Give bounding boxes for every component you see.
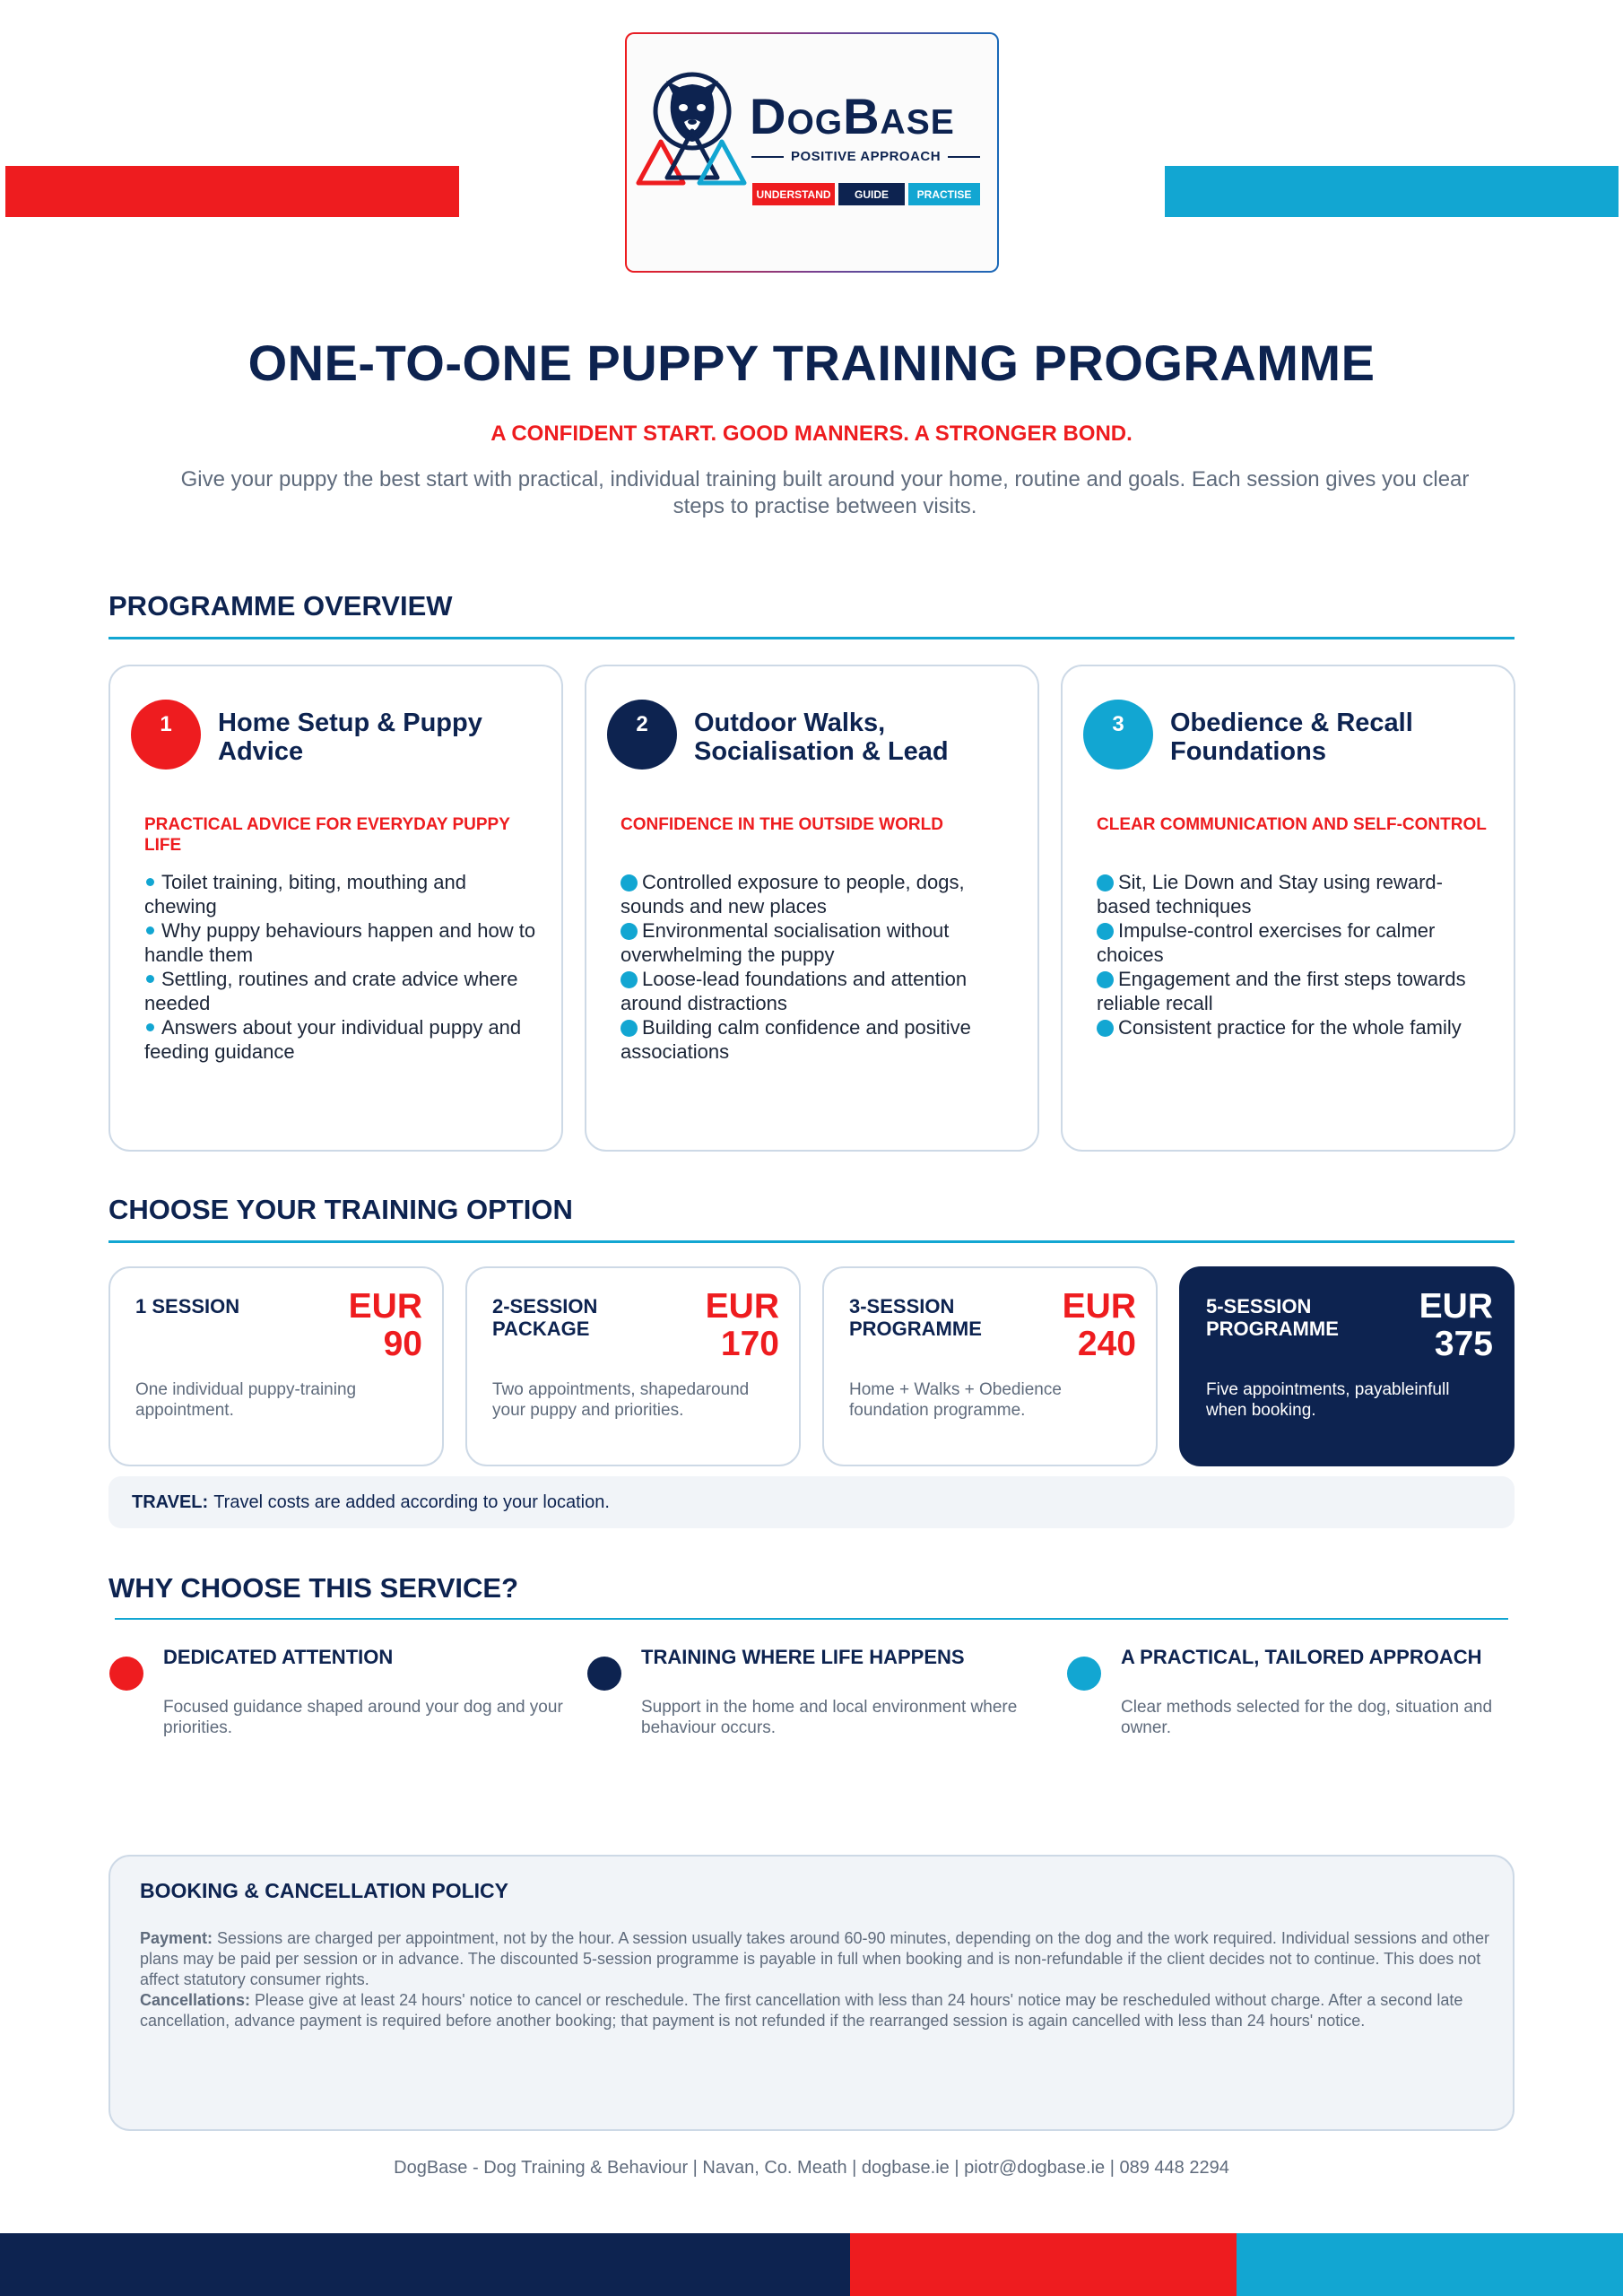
bullet-icon bbox=[146, 878, 154, 886]
brand-tagline-row bbox=[751, 149, 980, 164]
bullet-icon bbox=[621, 971, 638, 988]
why-text: Focused guidance shaped around your dog and your priorities. bbox=[163, 1698, 563, 1737]
price-option-name: 2-SESSION PACKAGE bbox=[492, 1295, 598, 1340]
policy-title: BOOKING & CANCELLATION POLICY bbox=[140, 1879, 509, 1902]
step-list bbox=[144, 870, 539, 1064]
section-divider bbox=[115, 1618, 1508, 1620]
why-title: A PRACTICAL, TAILORED APPROACH bbox=[1121, 1646, 1482, 1668]
bullet-icon bbox=[146, 1023, 154, 1031]
list-item: Building calm confidence and positive associations bbox=[621, 1016, 971, 1063]
price-option-name: 3-SESSION PROGRAMME bbox=[849, 1295, 982, 1340]
bullet-icon bbox=[146, 926, 154, 935]
price-card-3-session[interactable] bbox=[822, 1266, 1158, 1466]
step-number-badge: 1 bbox=[131, 700, 201, 770]
list-item: Loose-lead foundations and attention around distractions bbox=[621, 968, 968, 1014]
step-list bbox=[1097, 870, 1491, 1039]
policy-box bbox=[108, 1855, 1515, 2131]
step-title: Home Setup & Puppy Advice bbox=[218, 709, 482, 766]
bullet-icon bbox=[1097, 971, 1114, 988]
bullet-icon bbox=[621, 923, 638, 940]
price-card-5-session[interactable] bbox=[1179, 1266, 1515, 1466]
list-item: Sit, Lie Down and Stay using reward-based techniques bbox=[1097, 871, 1443, 918]
divider bbox=[751, 156, 784, 158]
list-item: Why puppy behaviours happen and how to handle them bbox=[144, 919, 536, 966]
brand-pill-practise: PRACTISE bbox=[908, 183, 980, 205]
price-description: Five appointments, payableinfull when booking. bbox=[1206, 1380, 1450, 1420]
policy-payment-label: Payment: bbox=[140, 1929, 213, 1947]
bullet-icon bbox=[1097, 923, 1114, 940]
step-list bbox=[621, 870, 1015, 1064]
list-item: Engagement and the first steps towards reliable recall bbox=[1097, 968, 1466, 1014]
step-number-badge: 3 bbox=[1083, 700, 1153, 770]
footer-bar-blue bbox=[1237, 2233, 1623, 2296]
list-item: Toilet training, biting, mouthing and chewing bbox=[144, 871, 466, 918]
price-option-name: 1 SESSION bbox=[135, 1295, 240, 1318]
section-heading-why: WHY CHOOSE THIS SERVICE? bbox=[108, 1572, 519, 1604]
section-heading-overview: PROGRAMME OVERVIEW bbox=[108, 590, 453, 622]
price-amount: EUR 170 bbox=[705, 1287, 779, 1363]
price-amount: EUR 240 bbox=[1062, 1287, 1136, 1363]
section-heading-pricing: CHOOSE YOUR TRAINING OPTION bbox=[108, 1194, 573, 1225]
dot-icon bbox=[109, 1657, 143, 1691]
price-card-2-session[interactable] bbox=[465, 1266, 801, 1466]
policy-cancel-label: Cancellations: bbox=[140, 1991, 251, 2009]
list-item: Settling, routines and crate advice where needed bbox=[144, 968, 518, 1014]
brand-logo bbox=[625, 32, 999, 273]
list-item: Controlled exposure to people, dogs, sounds and new places bbox=[621, 871, 965, 918]
header-accent-bar-red bbox=[5, 166, 459, 217]
dot-icon bbox=[587, 1657, 621, 1691]
price-description: One individual puppy-training appointment. bbox=[135, 1380, 357, 1420]
step-subtitle: CONFIDENCE IN THE OUTSIDE WORLD bbox=[621, 815, 943, 834]
step-title: Obedience & Recall Foundations bbox=[1170, 709, 1413, 766]
dog-head-triangles-icon bbox=[634, 68, 751, 212]
step-subtitle: CLEAR COMMUNICATION AND SELF-CONTROL bbox=[1097, 815, 1487, 834]
travel-note bbox=[108, 1476, 1515, 1528]
brand-pill-guide: GUIDE bbox=[838, 183, 905, 205]
why-title: DEDICATED ATTENTION bbox=[163, 1646, 394, 1668]
page-title: ONE-TO-ONE PUPPY TRAINING PROGRAMME bbox=[247, 335, 1376, 391]
bullet-icon bbox=[146, 975, 154, 983]
travel-label: TRAVEL: bbox=[132, 1492, 209, 1512]
bullet-icon bbox=[621, 874, 638, 891]
price-description: Home + Walks + Obedience foundation programme. bbox=[849, 1380, 1062, 1420]
travel-text: Travel costs are added according to your location. bbox=[213, 1492, 610, 1512]
list-item: Environmental socialisation without overwhelming the puppy bbox=[621, 919, 950, 966]
dot-icon bbox=[1067, 1657, 1101, 1691]
brand-pill-understand: UNDERSTAND bbox=[752, 183, 835, 205]
step-card-2 bbox=[585, 665, 1039, 1152]
price-card-1-session[interactable] bbox=[108, 1266, 444, 1466]
intro-paragraph: Give your puppy the best start with practical, individual training built around your home, routine and goals. Each session gives you clear steps to practise between visits. bbox=[180, 467, 1470, 518]
price-description: Two appointments, shapedaround your puppy and priorities. bbox=[492, 1380, 750, 1420]
brand-tagline: POSITIVE APPROACH bbox=[790, 149, 942, 164]
header-accent-bar-blue bbox=[1165, 166, 1619, 217]
policy-payment-text: Sessions are charged per appointment, not by the hour. A session usually takes around 60-90 minutes, depending on the dog and the work required. Individual sessions and other plans may be paid per session or in advance. The discounted 5-session programme is payable in full when booking and is non-refundable if the client decides not to continue. This does not affect statutory consumer rights. bbox=[140, 1929, 1489, 1988]
step-card-3 bbox=[1061, 665, 1515, 1152]
section-divider bbox=[108, 637, 1515, 639]
section-divider bbox=[108, 1240, 1515, 1243]
step-number-badge: 2 bbox=[607, 700, 677, 770]
footer-bar-red bbox=[850, 2233, 1237, 2296]
page-tagline: A CONFIDENT START. GOOD MANNERS. A STRONGER BOND. bbox=[490, 422, 1133, 446]
why-text: Clear methods selected for the dog, situation and owner. bbox=[1121, 1698, 1493, 1737]
footer-bar-navy bbox=[0, 2233, 850, 2296]
list-item: Answers about your individual puppy and feeding guidance bbox=[144, 1016, 522, 1063]
divider bbox=[948, 156, 980, 158]
why-text: Support in the home and local environment where behaviour occurs. bbox=[641, 1698, 1018, 1737]
brand-name: DogBase bbox=[750, 88, 955, 144]
policy-cancel-text: Please give at least 24 hours' notice to cancel or reschedule. The first cancellation with less than 24 hours' notice may be rescheduled without charge. After a second late cancellation, advance payment is required before another booking; that payment is not refunded if the rearranged session is again cancelled with less than 24 hours' notice. bbox=[140, 1991, 1463, 2030]
bullet-icon bbox=[1097, 1020, 1114, 1037]
why-title: TRAINING WHERE LIFE HAPPENS bbox=[641, 1646, 965, 1668]
bullet-icon bbox=[621, 1020, 638, 1037]
price-option-name: 5-SESSION PROGRAMME bbox=[1206, 1295, 1339, 1340]
policy-text bbox=[140, 1928, 1494, 2031]
step-card-1 bbox=[108, 665, 563, 1152]
step-title: Outdoor Walks, Socialisation & Lead bbox=[694, 709, 949, 766]
footer-contact: DogBase - Dog Training & Behaviour | Navan, Co. Meath | dogbase.ie | piotr@dogbase.ie | 089 448 2294 bbox=[394, 2158, 1229, 2178]
step-subtitle: PRACTICAL ADVICE FOR EVERYDAY PUPPY LIFE bbox=[144, 815, 510, 855]
price-amount: EUR 375 bbox=[1419, 1287, 1493, 1363]
list-item: Consistent practice for the whole family bbox=[1097, 1015, 1491, 1039]
list-item: Impulse-control exercises for calmer choices bbox=[1097, 919, 1436, 966]
price-amount: EUR 90 bbox=[348, 1287, 422, 1363]
bullet-icon bbox=[1097, 874, 1114, 891]
brand-pills bbox=[752, 183, 980, 205]
